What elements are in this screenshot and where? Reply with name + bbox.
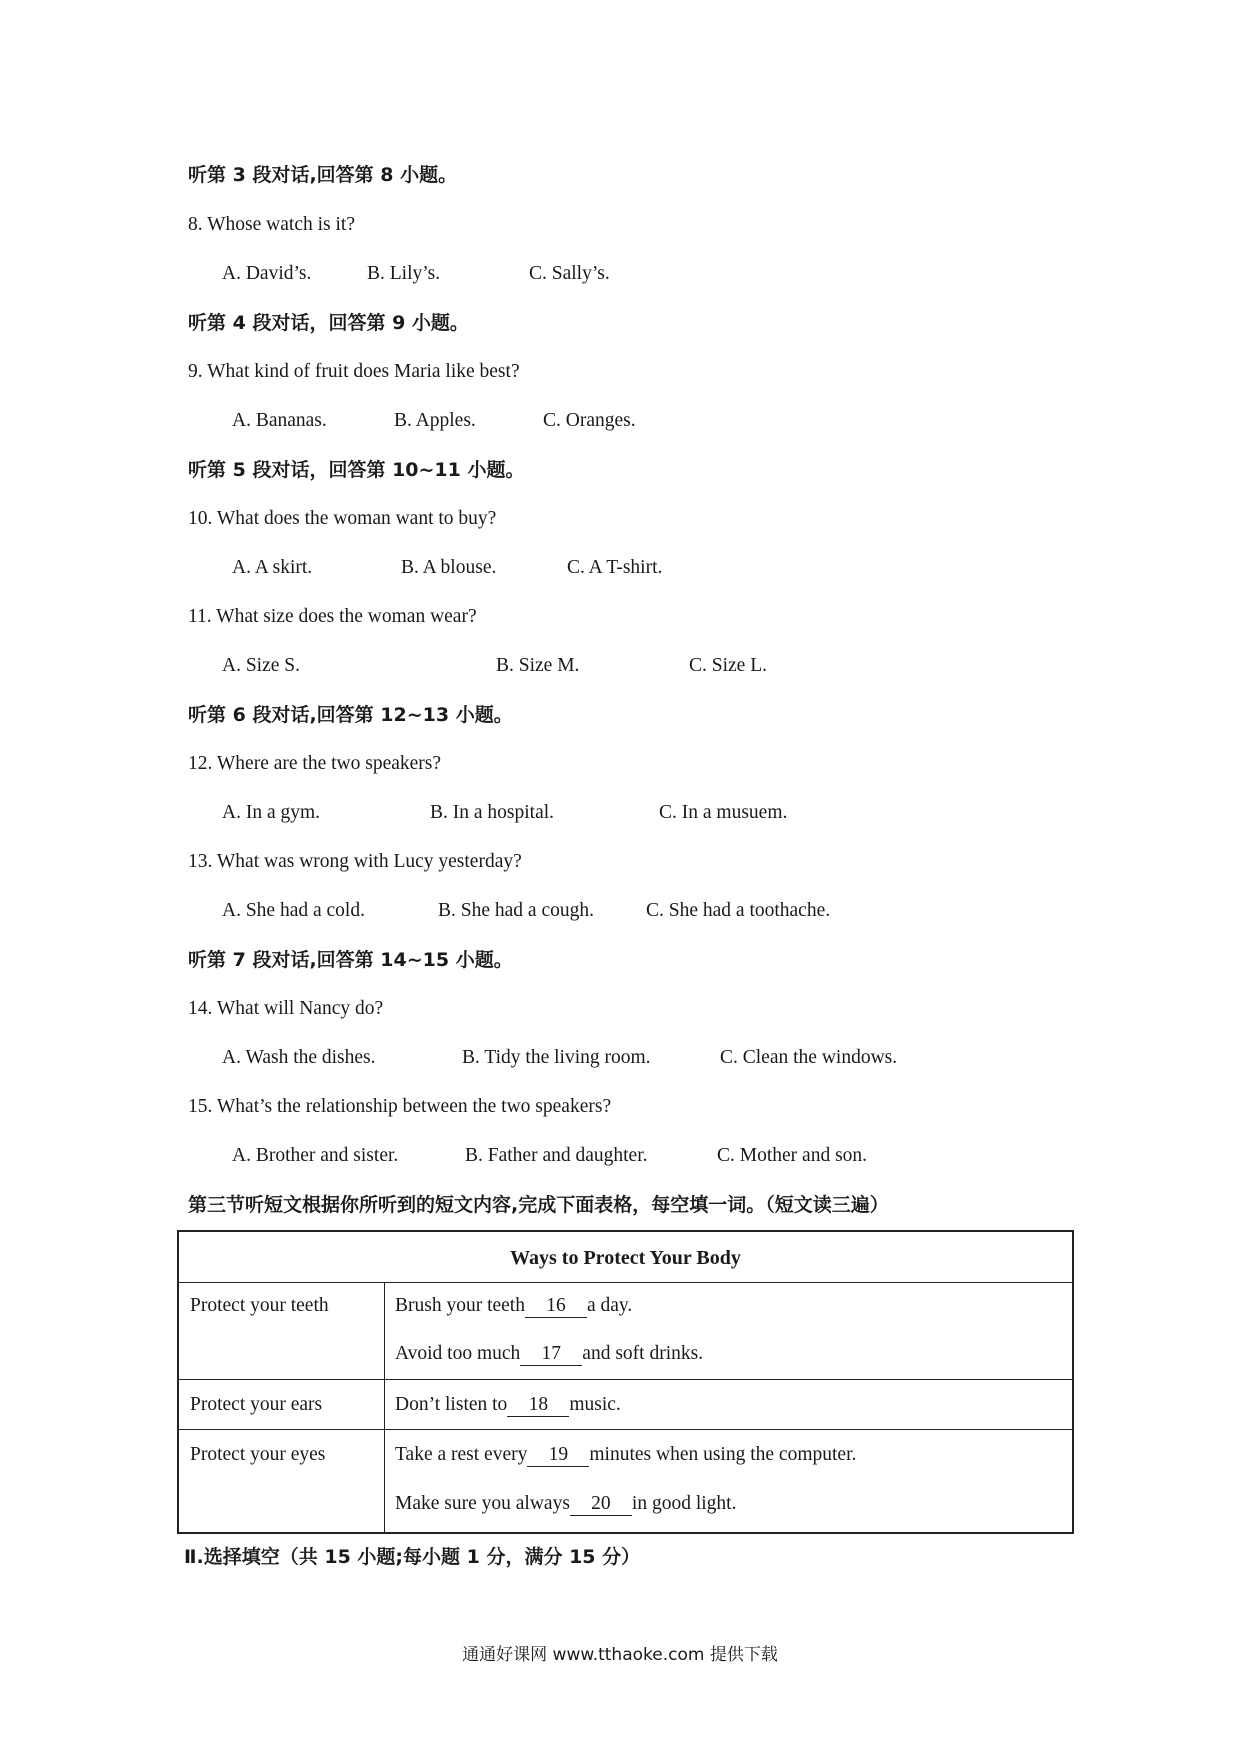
section-heading-7: 听第 7 段对话,回答第 14~15 小题。 <box>188 949 513 971</box>
option-11c: C. Size L. <box>689 655 767 676</box>
table-divider <box>179 1379 1072 1380</box>
question-13: 13. What was wrong with Lucy yesterday? <box>188 851 522 872</box>
section-heading-5: 听第 5 段对话，回答第 10~11 小题。 <box>188 459 525 481</box>
line-text: Take a rest every <box>395 1444 528 1465</box>
option-9b: B. Apples. <box>394 410 476 431</box>
question-11: 11. What size does the woman wear? <box>188 606 477 627</box>
row-label-eyes: Protect your eyes <box>190 1444 326 1465</box>
option-10a: A. A skirt. <box>232 557 313 578</box>
option-9a: A. Bananas. <box>232 410 327 431</box>
table-line-16 <box>395 1293 632 1319</box>
page-footer: 通通好课网 www.tthaoke.com 提供下载 <box>462 1645 778 1665</box>
section-heading-3: 听第 3 段对话,回答第 8 小题。 <box>188 164 458 186</box>
table-divider <box>179 1282 1072 1283</box>
section-heading-6: 听第 6 段对话,回答第 12~13 小题。 <box>188 704 513 726</box>
line-text: Don’t listen to <box>395 1394 508 1415</box>
blank-19: 19 <box>527 1444 589 1467</box>
line-text: in good light. <box>631 1493 737 1514</box>
option-15b: B. Father and daughter. <box>465 1145 648 1166</box>
option-12a: A. In a gym. <box>222 802 321 823</box>
option-13a: A. She had a cold. <box>222 900 365 921</box>
row-label-teeth: Protect your teeth <box>190 1295 329 1316</box>
question-9: 9. What kind of fruit does Maria like best? <box>188 361 520 382</box>
table-line-20 <box>395 1491 736 1517</box>
blank-17: 17 <box>520 1343 582 1366</box>
question-8: 8. Whose watch is it? <box>188 214 355 235</box>
question-15: 15. What’s the relationship between the two speakers? <box>188 1096 612 1117</box>
option-11b: B. Size M. <box>496 655 580 676</box>
line-text: Make sure you always <box>395 1493 570 1514</box>
table-line-19 <box>395 1442 856 1468</box>
line-text: Brush your teeth <box>395 1295 525 1316</box>
option-14c: C. Clean the windows. <box>720 1047 898 1068</box>
table-column-divider <box>384 1282 385 1532</box>
option-8a: A. David’s. <box>222 263 312 284</box>
part3-heading: 第三节听短文根据你所听到的短文内容,完成下面表格，每空填一词。（短文读三遍） <box>188 1194 889 1216</box>
line-text: Avoid too much <box>395 1343 521 1364</box>
line-text: music. <box>569 1394 621 1415</box>
option-13b: B. She had a cough. <box>438 900 594 921</box>
line-text: minutes when using the computer. <box>589 1444 857 1465</box>
question-14: 14. What will Nancy do? <box>188 998 384 1019</box>
option-9c: C. Oranges. <box>543 410 636 431</box>
section-heading-4: 听第 4 段对话，回答第 9 小题。 <box>188 312 469 334</box>
protect-body-table <box>177 1230 1074 1534</box>
option-12c: C. In a musuem. <box>659 802 788 823</box>
line-text: a day. <box>586 1295 633 1316</box>
option-12b: B. In a hospital. <box>430 802 555 823</box>
blank-18: 18 <box>507 1394 569 1417</box>
table-line-17 <box>395 1341 703 1367</box>
option-15c: C. Mother and son. <box>717 1145 868 1166</box>
part2-heading: Ⅱ.选择填空（共 15 小题;每小题 1 分，满分 15 分） <box>184 1546 641 1568</box>
table-divider <box>179 1429 1072 1430</box>
option-14a: A. Wash the dishes. <box>222 1047 376 1068</box>
question-10: 10. What does the woman want to buy? <box>188 508 497 529</box>
option-13c: C. She had a toothache. <box>646 900 831 921</box>
option-10c: C. A T-shirt. <box>567 557 663 578</box>
table-line-18 <box>395 1392 621 1418</box>
option-8b: B. Lily’s. <box>367 263 441 284</box>
option-14b: B. Tidy the living room. <box>462 1047 651 1068</box>
option-10b: B. A blouse. <box>401 557 497 578</box>
option-11a: A. Size S. <box>222 655 300 676</box>
table-title: Ways to Protect Your Body <box>510 1247 741 1269</box>
option-8c: C. Sally’s. <box>529 263 610 284</box>
row-label-ears: Protect your ears <box>190 1394 323 1415</box>
line-text: and soft drinks. <box>582 1343 704 1364</box>
blank-16: 16 <box>525 1295 587 1318</box>
blank-20: 20 <box>570 1493 632 1516</box>
option-15a: A. Brother and sister. <box>232 1145 399 1166</box>
question-12: 12. Where are the two speakers? <box>188 753 442 774</box>
